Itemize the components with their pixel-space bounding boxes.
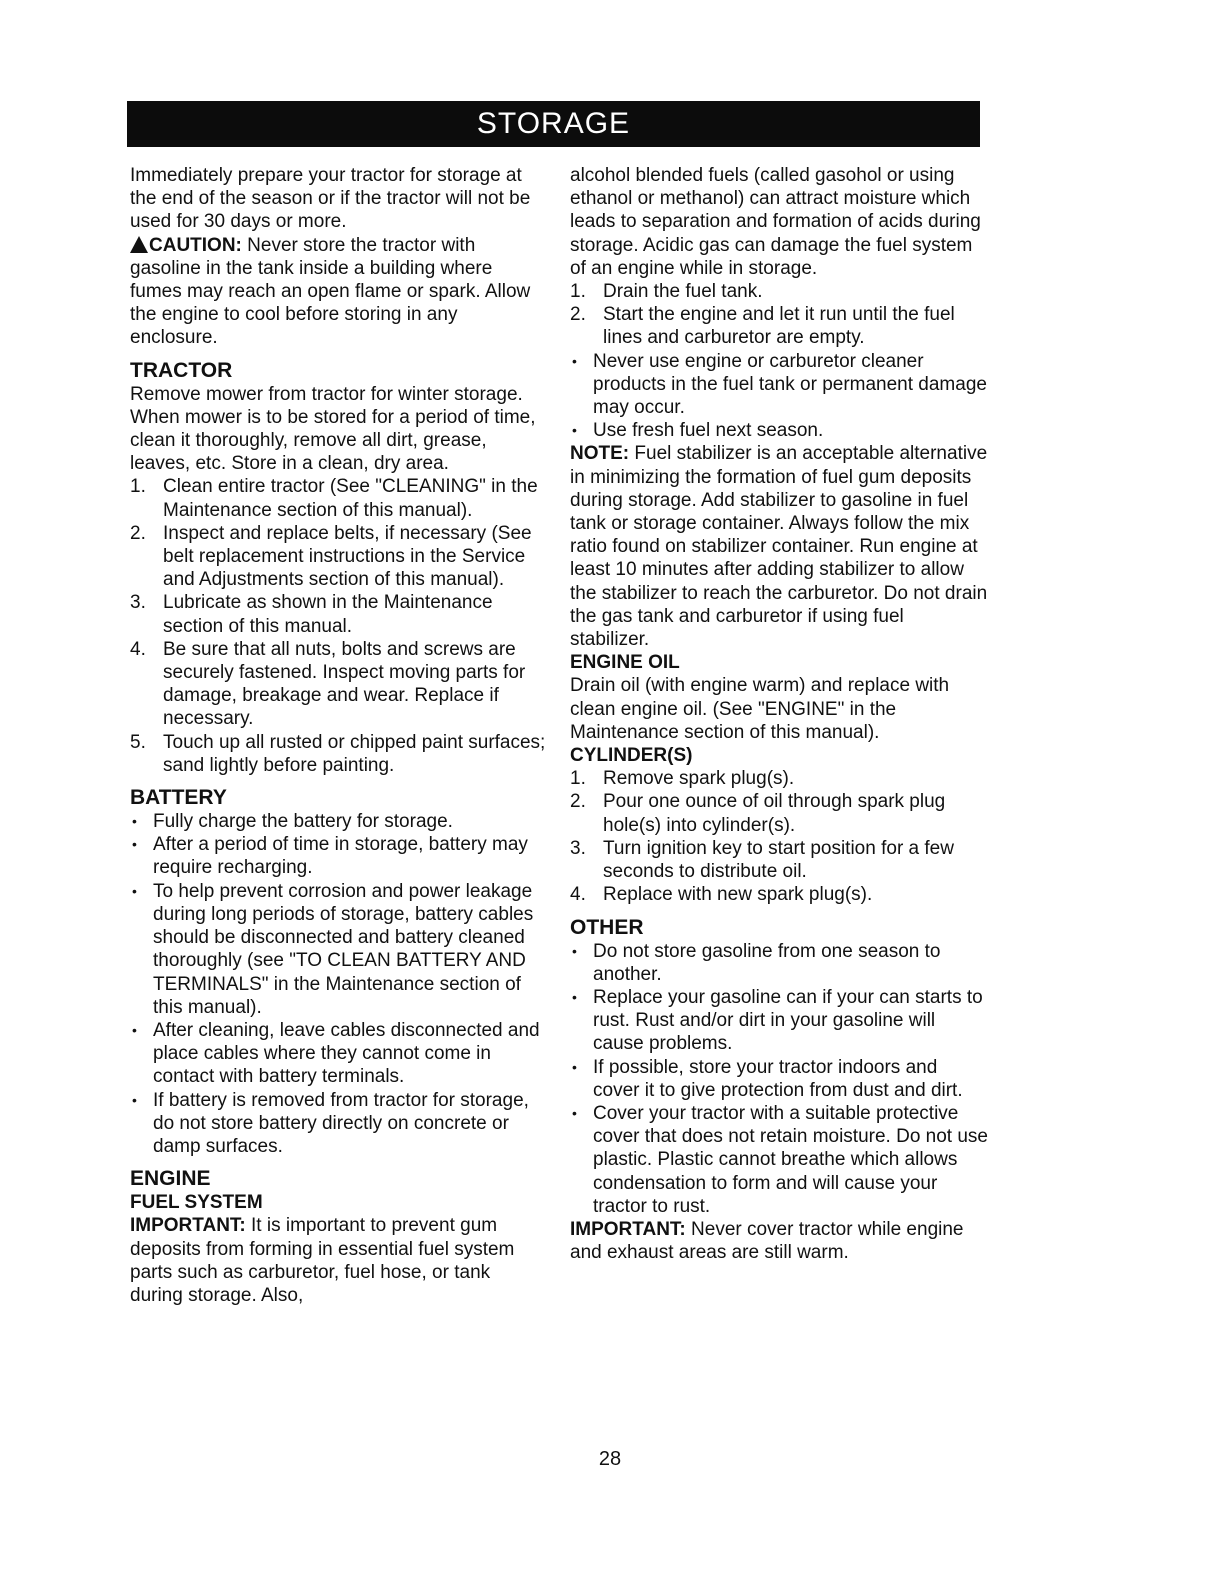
list-item: • Cover your tractor with a suitable protective cover that does not retain moisture. Do not use plastic. Plastic cannot breathe which allows condensation to form and will cause your tractor to rust. — [572, 1102, 988, 1217]
important-text: It is important to prevent gum deposits from forming in essential fuel system parts such as carburetor, fuel hose, or tank during storage. Also, — [130, 1215, 515, 1306]
warning-icon — [130, 236, 148, 253]
note-text: Fuel stabilizer is an acceptable alternative in minimizing the formation of fuel gum deposits during storage. Add stabilizer to gasoline in fuel tank or storage container. Always follow the mix ratio found on stabilizer container. Run engine at least 10 minutes after adding stabilizer to allow the stabilizer to reach the carburetor. Do not drain the gas tank and carburetor if using fuel stabilizer. — [570, 443, 988, 651]
list-item: 5. Touch up all rusted or chipped paint surfaces; sand lightly before painting. — [130, 731, 546, 776]
list-item: • To help prevent corrosion and power leakage during long periods of storage, battery cables should be disconnected and battery cleaned thoroughly (see "TO CLEAN BATTERY AND TERMINALS" in the Maintenance section of this manual). — [132, 880, 534, 1018]
note-paragraph — [570, 442, 988, 651]
intro-paragraph: Immediately prepare your tractor for storage at the end of the season or if the tractor will not be used for 30 days or more. — [130, 165, 531, 233]
list-item: 2. Start the engine and let it run until the fuel lines and carburetor are empty. — [570, 304, 955, 349]
important-label: IMPORTANT: — [570, 1218, 686, 1240]
list-item: 1. Clean entire tractor (See "CLEANING" in the Maintenance section of this manual). — [130, 476, 538, 521]
important-label: IMPORTANT: — [130, 1215, 246, 1237]
battery-heading: BATTERY — [130, 786, 227, 810]
list-item: • If battery is removed from tractor for storage, do not store battery directly on concrete or damp surfaces. — [132, 1089, 529, 1157]
list-item: • Fully charge the battery for storage. — [132, 811, 453, 833]
list-item: 2. Pour one ounce of oil through spark plug hole(s) into cylinder(s). — [570, 791, 946, 836]
important-paragraph — [130, 1214, 546, 1307]
list-item: • Do not store gasoline from one season to another. — [572, 940, 941, 985]
list-item: 1. Drain the fuel tank. — [570, 281, 763, 303]
page-number: 28 — [598, 1448, 622, 1470]
list-item: 3. Lubricate as shown in the Maintenance section of this manual. — [130, 592, 493, 637]
fuel-continued-paragraph: alcohol blended fuels (called gasohol or using ethanol or methanol) can attract moisture which leads to separation and formation of acids during storage. Acidic gas can damage the fuel system of an engine while in storage. — [570, 165, 981, 279]
cylinders-heading: CYLINDER(S) — [570, 745, 693, 767]
battery-bullets — [130, 810, 546, 1158]
list-item: 3. Turn ignition key to start position for a few seconds to distribute oil. — [570, 837, 954, 883]
list-item: 4. Be sure that all nuts, bolts and screws are securely fastened. Inspect moving parts for damage, breakage and wear. Replace if necessary. — [130, 638, 526, 730]
caution-label: CAUTION: — [149, 234, 242, 256]
engine-oil-paragraph: Drain oil (with engine warm) and replace with clean engine oil. (See "ENGINE" in the Maintenance section of this manual). — [570, 675, 950, 743]
important-paragraph — [570, 1218, 988, 1264]
important-text: Never cover tractor while engine and exhaust areas are still warm. — [570, 1218, 964, 1264]
tractor-steps — [130, 475, 546, 777]
list-item: • If possible, store your tractor indoors and cover it to give protection from dust and dirt. — [572, 1056, 963, 1101]
engine-heading: ENGINE — [130, 1167, 211, 1191]
left-column — [130, 164, 546, 1307]
other-heading: OTHER — [570, 915, 644, 939]
caution-text: Never store the tractor with gasoline in the tank inside a building where fumes may reach an open flame or spark. Allow the engine to cool before storing in any enclosure. — [130, 234, 531, 349]
list-item: • After cleaning, leave cables disconnected and place cables where they cannot come in contact with battery terminals. — [132, 1019, 540, 1088]
list-item: • Replace your gasoline can if your can starts to rust. Rust and/or dirt in your gasoline will cause problems. — [572, 986, 983, 1055]
engine-oil-heading: ENGINE OIL — [570, 652, 680, 674]
list-item: • Never use engine or carburetor cleaner products in the fuel tank or permanent damage may occur. — [572, 350, 987, 419]
list-item: 1. Remove spark plug(s). — [570, 768, 795, 790]
list-item: 4. Replace with new spark plug(s). — [570, 884, 873, 906]
cylinder-steps — [570, 767, 988, 906]
caution-paragraph — [130, 234, 546, 350]
fuel-bullets — [570, 350, 988, 443]
other-bullets — [570, 940, 988, 1218]
section-banner: STORAGE — [127, 101, 980, 147]
list-item: • After a period of time in storage, battery may require recharging. — [132, 834, 528, 879]
right-column — [570, 164, 988, 1264]
tractor-paragraph: Remove mower from tractor for winter storage. When mower is to be stored for a period of time, clean it thoroughly, remove all dirt, grease, leaves, etc. Store in a clean, dry area. — [130, 383, 536, 475]
fuel-steps — [570, 280, 988, 350]
note-label: NOTE: — [570, 443, 630, 465]
tractor-heading: TRACTOR — [130, 358, 233, 382]
fuel-system-heading: FUEL SYSTEM — [130, 1192, 263, 1214]
list-item: 2. Inspect and replace belts, if necessary (See belt replacement instructions in the Service and Adjustments section of this manual). — [130, 522, 532, 591]
list-item: • Use fresh fuel next season. — [572, 420, 824, 442]
